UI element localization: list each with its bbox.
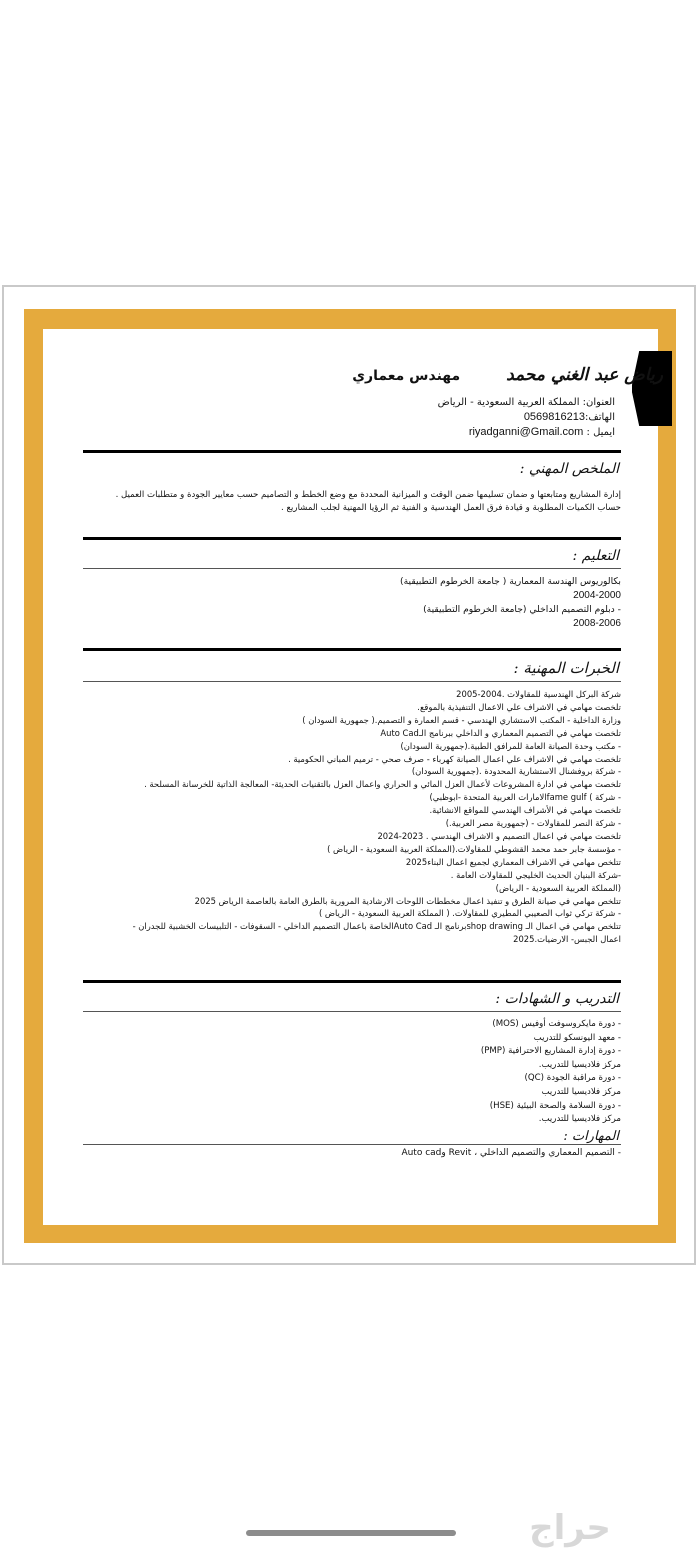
address: العنوان: المملكة العربية السعودية - الرياض (437, 397, 615, 408)
email-address: riyadganni@Gmail.com (468, 426, 584, 438)
black-tab-decoration (632, 351, 672, 426)
summary-line: إدارة المشاريع ومتابعتها و ضمان تسليمها ضمن الوقت و الميزانية المحددة مع وضع الخطط و التصاميم حسب معايير الجودة و متطلبات العميل . (115, 490, 621, 500)
resume-header (283, 365, 663, 385)
skills-line: - التصميم المعماري والتصميم الداخلي ، Revit وAuto cad (401, 1147, 621, 1158)
experience-line: تتلخص مهامي في اعمال الـ shop drawingبرنامج الـ Auto Cadالخاصة باعمال التصميم الداخلي - السقوفات - التلبيسات الخشبية للجدران - (132, 921, 621, 932)
experience-line: تلخصت مهامي في الاشراف علي الاعمال التنفيذية بالموقع. (417, 701, 621, 712)
experience-line: تلخصت مهامي في ادارة المشروعات لأعمال العزل المائي و الحراري واعمال العزل بالتقنيات الحديثة- المعالجة الذاتية للخرسانة المسلحة . (144, 779, 621, 790)
section-rule (83, 537, 621, 540)
experience-line: - مكتب وحدة الصيانة العامة للمرافق الطبية.(جمهورية السودان) (400, 740, 621, 751)
job-title: مهندس معماري (352, 368, 461, 384)
experience-line: تلخصت مهامي في الأشراف الهندسي للمواقع الانشائية. (429, 805, 621, 816)
education-line: 2008-2006 (573, 618, 621, 629)
summary-title: الملخص المهني : (519, 461, 619, 477)
skills-title: المهارات : (563, 1128, 619, 1144)
section-subrule (83, 681, 621, 682)
experience-line: تلخصت مهامي في اعمال التصميم و الاشراف الهندسي . 2023-2024 (377, 830, 621, 841)
phone-row (295, 410, 615, 425)
training-body (83, 1018, 621, 1127)
experience-line: (المملكة العربية السعودية - الرياض) (495, 882, 621, 893)
section-rule (83, 648, 621, 651)
email-row (295, 425, 615, 440)
phone-label: الهاتف: (585, 412, 615, 423)
section-rule (83, 980, 621, 983)
summary-body (83, 489, 621, 514)
experience-line: - شركة النصر للمقاولات - (جمهورية مصر العربية.) (445, 818, 621, 829)
experience-section (83, 648, 621, 946)
education-line: - دبلوم التصميم الداخلي (جامعة الخرطوم التطبيقية) (423, 604, 621, 615)
education-section (83, 537, 621, 631)
section-subrule (83, 1144, 621, 1145)
training-line: - دورة مراقبة الجودة (QC) (524, 1073, 621, 1084)
section-subrule (83, 1011, 621, 1012)
experience-line: تلخصت مهامي في الاشراف علي اعمال الصيانة كهرباء - صرف صحي - ترميم المباني الحكومية . (288, 753, 621, 764)
training-section (83, 980, 621, 1159)
experience-line: - شركة ) fame gulfالامارات العربية المتحدة -ابوظبي) (429, 792, 621, 803)
training-line: مركز فلاديسيا للتدريب. (538, 1114, 621, 1125)
education-body (83, 575, 621, 631)
experience-body (83, 688, 621, 946)
experience-line: وزارة الداخلية - المكتب الاستشاري الهندسي - قسم العمارة و التصميم.( جمهورية السودان ) (302, 714, 621, 725)
experience-line: - مؤسسة جابر حمد محمد القشوطي للمقاولات.(المملكة العربية السعودية - الرياض ) (327, 843, 621, 854)
training-line: - دورة السلامة والصحة البيئية (HSE) (489, 1100, 621, 1111)
experience-line: شركة البركل الهندسية للمقاولات .2004-2005 (456, 689, 621, 699)
home-indicator[interactable] (246, 1530, 456, 1536)
skills-body (83, 1147, 621, 1160)
watermark-logo: حراج (529, 1508, 611, 1548)
training-line: - دورة إدارة المشاريع الاحترافية (PMP) (480, 1046, 621, 1057)
experience-line: تتلخص مهامي في الاشراف المعماري لجميع اعمال البناء2025 (405, 856, 621, 867)
experience-line: تتلخص مهامي في صيانة الطرق و تنفيذ اعمال مخططات اللوحات الارشادية المرورية بالطرق العامة بالعاصمة الرياض 2025 (194, 895, 621, 906)
contact-block (295, 395, 615, 440)
experience-title: الخبرات المهنية : (513, 659, 619, 677)
phone-number: 0569816213 (523, 411, 585, 423)
training-line: مركز فلاديسيا للتدريب (541, 1086, 621, 1097)
experience-line: تلخصت مهامي في التصميم المعماري و الداخلي ببرنامج الـAuto Cad (380, 727, 621, 738)
training-line: مركز فلاديسيا للتدريب. (538, 1059, 621, 1070)
section-subrule (83, 568, 621, 569)
training-line: - معهد اليونسكو للتدريب (533, 1032, 621, 1043)
email-label: ايميل : (586, 427, 615, 438)
education-line: 2004-2000 (573, 590, 621, 601)
section-rule (83, 450, 621, 453)
experience-line: اعمال الجبس- الارضيات.2025 (513, 934, 621, 945)
education-title: التعليم : (572, 548, 619, 564)
training-title: التدريب و الشهادات : (495, 991, 619, 1007)
person-name: رياض عبد الغني محمد (506, 365, 663, 385)
summary-section (83, 450, 621, 514)
experience-line: -شركة البنيان الحديث الخليجي للمقاولات العامة . (450, 869, 621, 880)
education-line: بكالوريوس الهندسة المعمارية ( جامعة الخرطوم التطبيقية) (400, 576, 621, 587)
training-line: - دورة مايكروسوفت أوفيس (MOS) (492, 1019, 621, 1029)
experience-line: - شركة تركي ثواب الصعيبي المطيري للمقاولات. ( المملكة العربية السعودية - الرياض ) (318, 908, 621, 919)
experience-line: - شركة بروفشنال الاستشارية المحدودة .(جمهورية السودان) (411, 766, 621, 777)
summary-line: حساب الكميات المطلوبة و قيادة فرق العمل الهندسية و الفنية ثم الرؤيا المهنية لجلب المشاريع . (280, 502, 621, 513)
